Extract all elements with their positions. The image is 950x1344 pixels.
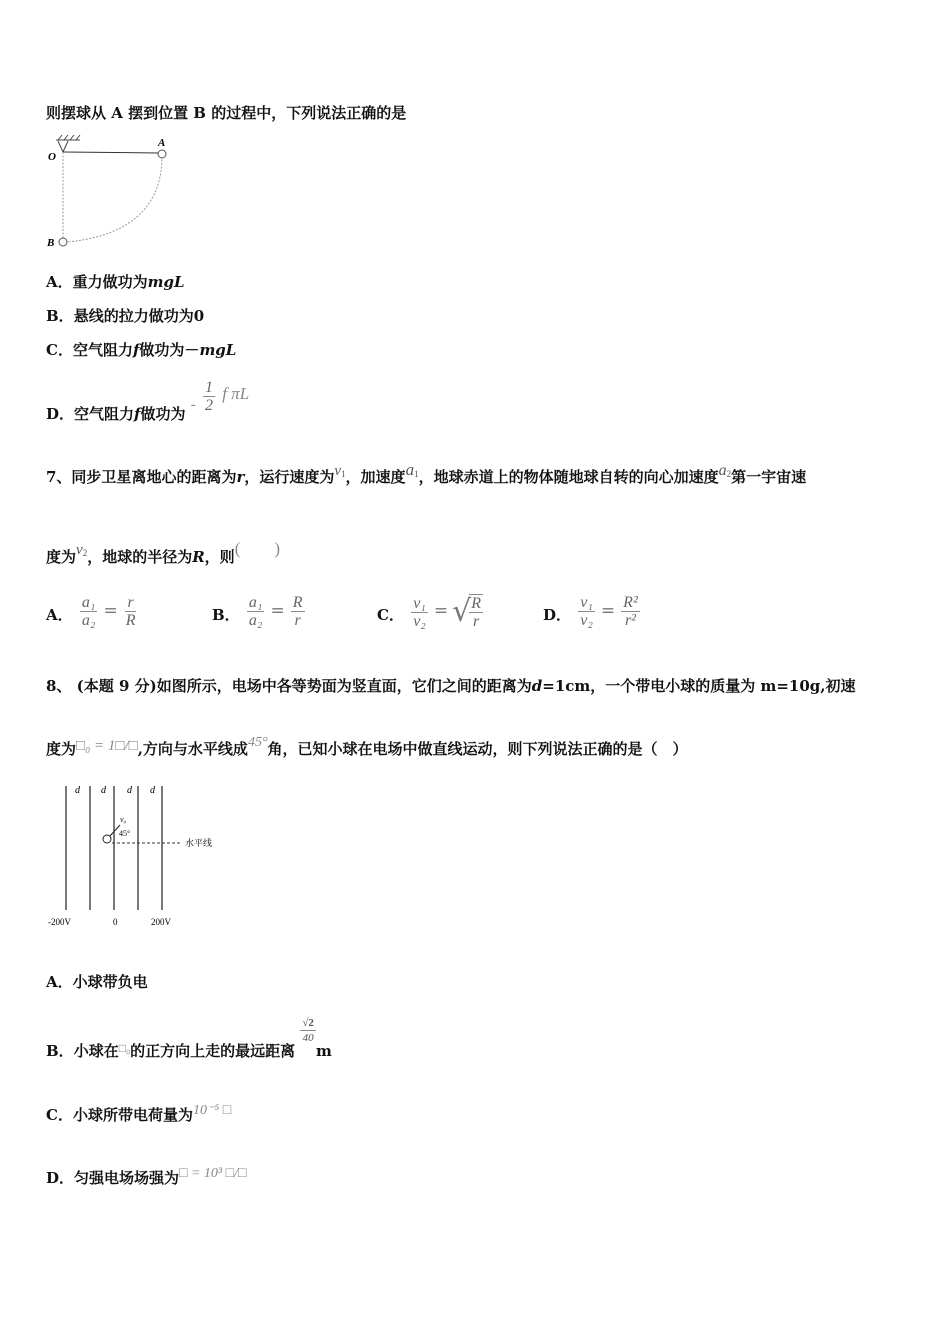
q6-stem: 则摆球从 A 摆到位置 B 的过程中，下列说法正确的是 <box>46 104 407 122</box>
label-o: O <box>48 151 56 163</box>
q8-option-a[interactable]: A．小球带负电 <box>46 973 148 991</box>
q7-option-b[interactable]: B． $\frac{\text{a₁}}{\text{a₂}}$ = $\frac{R}{r}$ <box>212 594 303 629</box>
q7-stem-line2: 度为$v_2$，地球的半径为R，则( ) <box>46 539 281 566</box>
q6-option-c[interactable]: C．空气阻力f做功为－mgL <box>46 341 237 359</box>
pendulum-figure <box>44 132 184 252</box>
d-label-3: d <box>127 785 132 796</box>
string-horizontal <box>63 152 158 153</box>
ball-a <box>158 150 166 158</box>
q7-option-a[interactable]: A． $\frac{\text{a₁}}{\text{a₂}}$ = $\frac{r}{R}$ <box>46 594 136 629</box>
q6-option-d[interactable]: D．空气阻力f做功为 - $\frac{1}{2}$ f πL <box>46 379 250 423</box>
ceiling-hatch <box>56 135 80 152</box>
angle-label: 45° <box>119 829 131 838</box>
q8-stem-line1: 8、 (本题 9 分)如图所示，电场中各等势面为竖直面，它们之间的距离为d=1cm，一个带电小球的质量为 m=10g,初速 <box>46 677 856 695</box>
q7-option-c[interactable]: C． $\frac{\text{v₁}}{\text{v₂}}$ = √ $\frac{R}{r}$ <box>377 594 482 630</box>
horizontal-line-label: 水平线 <box>185 838 213 848</box>
volt-right: 200V <box>151 917 171 927</box>
volt-left: -200V <box>48 917 71 927</box>
d-label-1: d <box>75 785 80 796</box>
label-b: B <box>47 237 55 249</box>
d-label-2: d <box>101 785 106 796</box>
label-a: A <box>158 137 166 149</box>
q8-option-c[interactable]: C．小球所带电荷量为10⁻⁵ □ <box>46 1103 232 1124</box>
q6-option-b[interactable]: B．悬线的拉力做功为0 <box>46 307 205 325</box>
equipotential-lines <box>66 786 162 910</box>
swing-arc <box>68 156 162 242</box>
sqrt-sign: √ <box>452 594 472 629</box>
q7-option-d[interactable]: D． $\frac{\text{v₁}}{\text{v₂}}$ = $\frac{\text{R²}}{\text{r²}}$ <box>543 594 638 629</box>
d-label-4: d <box>150 785 155 796</box>
volt-mid: 0 <box>113 917 118 927</box>
v0-label: v₀ <box>120 815 127 824</box>
q8-stem-line2: 度为□₀ = 1□/□,方向与水平线成45°角，已知小球在电场中做直线运动，则下列说法正确的是（ ） <box>46 735 688 758</box>
q6-option-a[interactable]: A．重力做功为mgL <box>46 273 185 291</box>
q8-option-d[interactable]: D．匀强电场场强为□ = 10³ □/□ <box>46 1166 247 1187</box>
electric-field-figure <box>44 780 234 932</box>
charged-ball <box>103 835 111 843</box>
q8-option-b[interactable]: B．小球在$^{□_0}$的正方向上走的最远距离 $\frac{√2}{40}$ m <box>46 1017 332 1060</box>
q7-stem-line1: 7、同步卫星离地心的距离为r，运行速度为$v_1$，加速度$a_1$，地球赤道上的物体随地球自转的向心加速度$a_2$第一宇宙速 <box>46 460 807 486</box>
ball-b <box>59 238 67 246</box>
